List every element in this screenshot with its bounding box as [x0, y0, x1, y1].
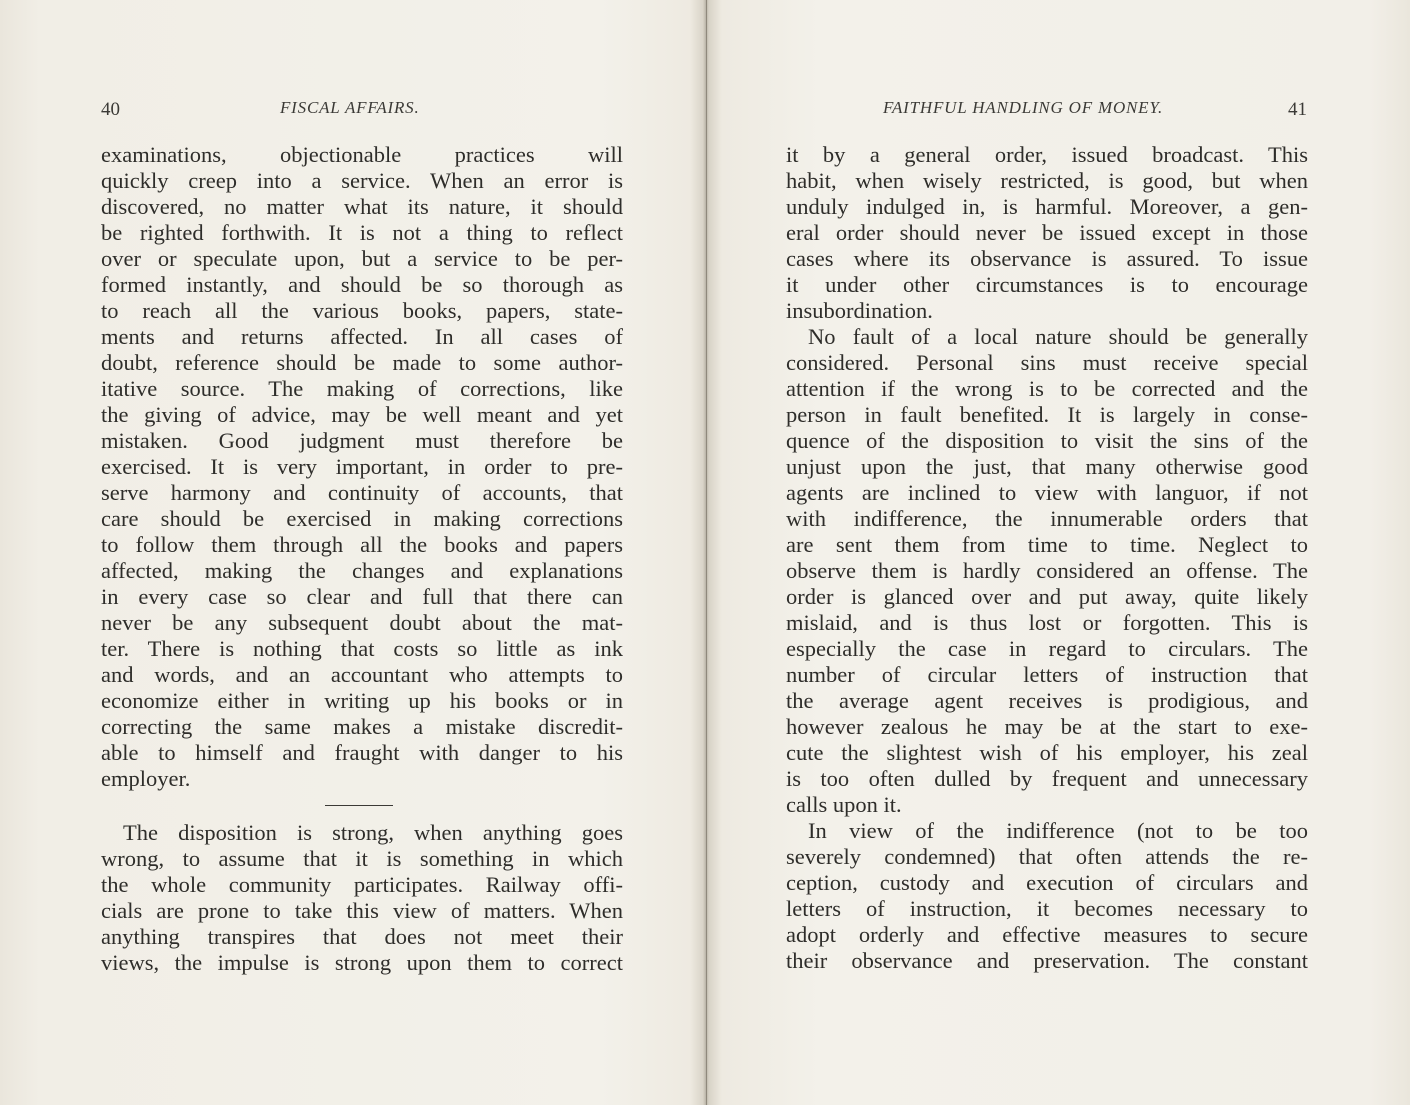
text-line: order is glanced over and put away, quite likely	[786, 584, 1308, 609]
text-line: serve harmony and continuity of accounts, that	[101, 480, 623, 505]
paragraph	[786, 142, 1308, 974]
text-line: ception, custody and execution of circulars and	[786, 870, 1308, 895]
text-line: cute the slightest wish of his employer, his zeal	[786, 740, 1308, 765]
text-line: No fault of a local nature should be generally	[808, 324, 1308, 349]
page-number: 40	[101, 99, 120, 120]
text-line: doubt, reference should be made to some author-	[101, 350, 623, 375]
text-line: especially the case in regard to circulars. The	[786, 636, 1308, 661]
text-line: mislaid, and is thus lost or forgotten. This is	[786, 610, 1308, 635]
text-line: be righted forthwith. It is not a thing to reflect	[101, 220, 623, 245]
paragraph	[101, 820, 623, 976]
text-line: is too often dulled by frequent and unnecessary	[786, 766, 1308, 791]
text-line: In view of the indifference (not to be too	[808, 818, 1308, 843]
text-line: unduly indulged in, is harmful. Moreover, a gen-	[786, 194, 1308, 219]
text-line: are sent them from time to time. Neglect to	[786, 532, 1308, 557]
text-line: examinations, objectionable practices will	[101, 142, 623, 167]
text-line: it by a general order, issued broadcast. This	[786, 142, 1308, 167]
page-number: 41	[1288, 99, 1307, 120]
text-line: attention if the wrong is to be corrected and the	[786, 376, 1308, 401]
text-line: ments and returns affected. In all cases of	[101, 324, 623, 349]
text-line: it under other circumstances is to encourage	[786, 272, 1308, 297]
text-line: adopt orderly and effective measures to secure	[786, 922, 1308, 947]
text-line: employer.	[101, 766, 191, 791]
text-line: number of circular letters of instruction that	[786, 662, 1308, 687]
text-line: eral order should never be issued except in those	[786, 220, 1308, 245]
text-line: itative source. The making of corrections, like	[101, 376, 623, 401]
text-line: the whole community participates. Railway offi-	[101, 872, 623, 897]
text-line: considered. Personal sins must receive special	[786, 350, 1308, 375]
text-line: letters of instruction, it becomes necessary to	[786, 896, 1308, 921]
text-line: economize either in writing up his books or in	[101, 688, 623, 713]
text-line: with indifference, the innumerable orders that	[786, 506, 1308, 531]
text-line: anything transpires that does not meet their	[101, 924, 623, 949]
text-line: agents are inclined to view with languor, if not	[786, 480, 1308, 505]
text-line: to reach all the various books, papers, state-	[101, 298, 623, 323]
text-line: their observance and preservation. The constant	[786, 948, 1308, 973]
text-line: never be any subsequent doubt about the mat-	[101, 610, 623, 635]
text-line: quickly creep into a service. When an error is	[101, 168, 623, 193]
section-divider	[325, 805, 393, 806]
text-line: person in fault benefited. It is largely in conse-	[786, 402, 1308, 427]
paragraph	[101, 142, 623, 792]
text-line: views, the impulse is strong upon them to correct	[101, 950, 623, 975]
text-line: observe them is hardly considered an offense. The	[786, 558, 1308, 583]
running-head: FAITHFUL HANDLING OF MONEY.	[883, 98, 1164, 117]
text-line: habit, when wisely restricted, is good, but when	[786, 168, 1308, 193]
text-line: however zealous he may be at the start to exe-	[786, 714, 1308, 739]
text-line: the giving of advice, may be well meant and yet	[101, 402, 623, 427]
text-line: in every case so clear and full that there can	[101, 584, 623, 609]
text-line: care should be exercised in making corrections	[101, 506, 623, 531]
text-line: calls upon it.	[786, 792, 902, 817]
text-line: and words, and an accountant who attempts to	[101, 662, 623, 687]
text-line: affected, making the changes and explanations	[101, 558, 623, 583]
text-line: cials are prone to take this view of matters. When	[101, 898, 623, 923]
text-line: the average agent receives is prodigious, and	[786, 688, 1308, 713]
text-line: severely condemned) that often attends the re-	[786, 844, 1308, 869]
text-line: cases where its observance is assured. To issue	[786, 246, 1308, 271]
text-line: mistaken. Good judgment must therefore be	[101, 428, 623, 453]
text-line: unjust upon the just, that many otherwise good	[786, 454, 1308, 479]
text-line: insubordination.	[786, 298, 933, 323]
text-line: formed instantly, and should be so thorough as	[101, 272, 623, 297]
text-line: discovered, no matter what its nature, it should	[101, 194, 623, 219]
running-head: FISCAL AFFAIRS.	[280, 98, 420, 117]
right-page	[707, 0, 1410, 1105]
text-line: wrong, to assume that it is something in which	[101, 846, 623, 871]
text-line: The disposition is strong, when anything goes	[123, 820, 623, 845]
text-line: correcting the same makes a mistake discredit-	[101, 714, 623, 739]
text-line: to follow them through all the books and papers	[101, 532, 623, 557]
text-line: ter. There is nothing that costs so little as ink	[101, 636, 623, 661]
text-line: over or speculate upon, but a service to be per-	[101, 246, 623, 271]
text-line: quence of the disposition to visit the sins of the	[786, 428, 1308, 453]
text-line: able to himself and fraught with danger to his	[101, 740, 623, 765]
text-line: exercised. It is very important, in order to pre-	[101, 454, 623, 479]
